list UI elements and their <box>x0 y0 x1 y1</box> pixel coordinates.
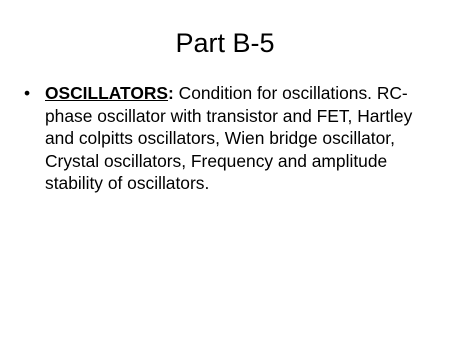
bullet-heading: OSCILLATORS <box>45 83 169 103</box>
bullet-text: Condition for oscillations. RC-phase oscillator with transistor and FET, Hartley and colpitts oscillators, Wien bridge oscillator, Crystal oscillators, Frequency and amplitude stability of oscillators. <box>45 83 413 193</box>
bullet-colon: : <box>168 83 174 103</box>
slide-title: Part B-5 <box>175 28 275 58</box>
bullet-item <box>24 82 434 195</box>
bullet-list <box>24 82 434 195</box>
bullet-marker: • <box>24 83 31 103</box>
